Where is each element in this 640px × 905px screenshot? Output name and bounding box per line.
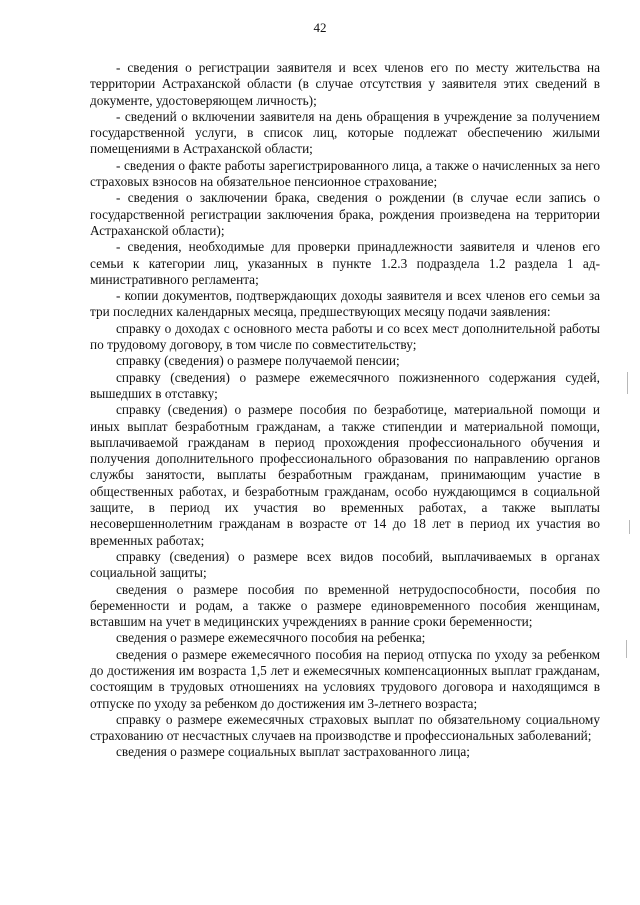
paragraph-unemployment: справку (сведения) о размере пособия по безработице, материальной помощи и иных выплат безработным гражданам, а также стипендии и материальной помощи, выплачиваемой гражданам в период прохождения профессионального обучения и получения дополнительного профессионального образования по направлению органов службы занятости, выплаты безработным гражданам, принимающим участие в общественных работах, и безработным гражданам, особо нуждающимся в социальной защите, в период их участия во временных работах, а также выплаты несовершеннолетним гражданам в возрасте от 14 до 18 лет в период их участия во временных работах; (90, 402, 600, 548)
paragraph-main-work-income: справку о доходах с основного места работы и со всех мест дополнительной работы по трудовому договору, в том числе по совместительству; (90, 320, 600, 353)
paragraph-employment: - сведения о факте работы зарегистрированного лица, а также о начисленных за него страховых взносов на обязательное пенсионное страхование; (90, 157, 600, 190)
paragraph-pension: справку (сведения) о размере получаемой пенсии; (116, 353, 400, 369)
paragraph-housing-list: - сведений о включении заявителя на день обращения в учреждение за получением государственной услуги, в список лиц, которые подлежат обеспечению жилыми помещениями в Астраханской области; (90, 108, 600, 157)
scan-speck (627, 372, 628, 394)
page-number: 42 (313, 20, 327, 35)
paragraph-sick-maternity: сведения о размере пособия по временной нетрудоспособности, пособия по беременности и родам, а также о размере единовременного пособия женщинам, вставшим на учет в медицинских учреждениях в ранние сроки беременности; (90, 581, 600, 630)
paragraph-child-allowance: сведения о размере ежемесячного пособия на ребенка; (116, 630, 426, 646)
paragraph-category-check: - сведения, необходимые для проверки принадлежности заявителя и членов его семьи к категории лиц, указанных в пункте 1.2.3 подраздела 1.2 раздела 1 административного регламента; (90, 239, 600, 287)
scan-speck (629, 520, 630, 534)
paragraph-registration: - сведения о регистрации заявителя и всех членов его по месту жительства на территории Астраханской области (в случае отсутствия у заявителя этих сведений в документе, удостоверяющем личность); (90, 60, 600, 108)
paragraph-income-documents: - копии документов, подтверждающих доходы заявителя и всех членов его семьи за три последних календарных месяца, предшествующих месяцу подачи заявления: (90, 288, 600, 320)
document-body (90, 60, 600, 761)
scan-speck (626, 640, 627, 658)
paragraph-judges-allowance: справку (сведения) о размере ежемесячного пожизненного содержания судей, вышедших в отставку; (90, 369, 600, 401)
paragraph-childcare-leave: сведения о размере ежемесячного пособия на период отпуска по уходу за ребенком до достижения им возраста 1,5 лет и ежемесячных компенсационных выплат гражданам, состоящим в трудовых отношениях на условиях трудового договора и находящимся в отпуске по уходу за ребенком до достижения им 3-летнего возраста; (90, 646, 600, 711)
paragraph-social-benefits: справку (сведения) о размере всех видов пособий, выплачиваемых в органах социальной защиты; (90, 548, 600, 581)
paragraph-insurance-payments: справку о размере ежемесячных страховых выплат по обязательному социальному страхованию от несчастных случаев на производстве и профессиональных заболеваний; (90, 711, 600, 744)
paragraph-marriage-birth: - сведения о заключении брака, сведения о рождении (в случае если запись о государственной регистрации заключения брака, рождения произведена на территории Астраханской области); (90, 190, 600, 238)
paragraph-insured-payments: сведения о размере социальных выплат застрахованного лица; (116, 744, 470, 760)
